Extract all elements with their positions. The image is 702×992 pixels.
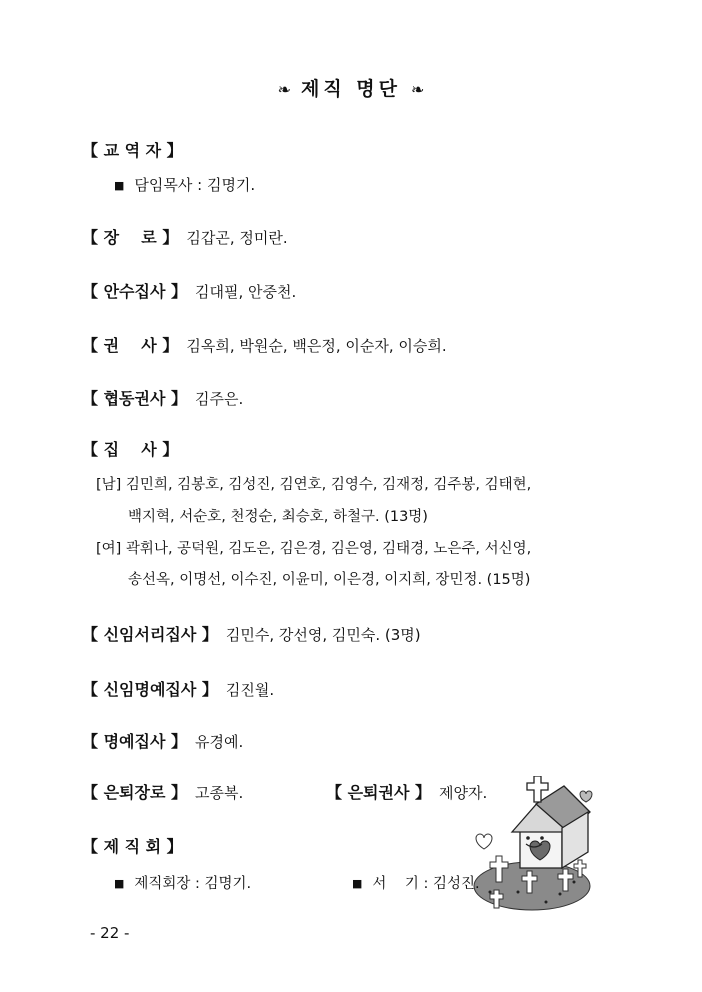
assoc-kwonsa-row [82,386,243,409]
ornament-left-icon: ❧ [277,80,291,99]
assoc-kwonsa-value: 김주은. [194,390,244,408]
deacon-female-line-2: 송선옥, 이명선, 이수진, 이윤미, 이은경, 이지희, 장민정. (15명) [128,572,531,588]
page-number: - 22 - [90,924,130,942]
ordained-deacon-heading: 【 안수집사 】 [82,282,187,301]
retired-elder-row [82,780,243,803]
retired-elder-heading: 【 은퇴장로 】 [82,783,187,802]
honorary-deacon-heading: 【 명예집사 】 [82,732,187,751]
deacon-section [82,437,178,460]
council-secretary-value: 서 기 : 김성진. [372,876,480,892]
elder-row [82,225,288,248]
council-chair-item [114,872,251,893]
kwonsa-row [82,333,447,356]
deacon-female-line-1: [여] 곽휘나, 공덕원, 김도은, 김은경, 김은영, 김태경, 노은주, 서신영, [96,541,532,557]
church-with-crosses-illustration [470,776,600,916]
retired-kwonsa-heading: 【 은퇴권사 】 [326,783,431,802]
new-acting-deacon-value: 김민수, 강선영, 김민숙. (3명) [225,626,421,644]
honorary-deacon-row [82,729,243,752]
pastor-value: 담임목사 : 김명기. [134,176,256,194]
page-title [0,74,702,101]
retired-kwonsa-value: 제양자. [438,784,488,802]
honorary-deacon-value: 유경예. [194,733,244,751]
kwonsa-heading: 【 권 사 】 [82,336,179,355]
pastor-heading: 【 교 역 자 】 [82,141,183,160]
retired-kwonsa-row [326,780,487,803]
pastor-item [114,174,255,195]
assoc-kwonsa-heading: 【 협동권사 】 [82,389,187,408]
council-chair-value: 제직회장 : 김명기. [134,876,252,892]
new-honorary-deacon-heading: 【 신임명예집사 】 [82,680,218,699]
deacon-male-line-2: 백지혁, 서순호, 천정순, 최승호, 하철구. (13명) [128,509,428,525]
bullet-icon: ■ [352,877,363,890]
council-section [82,834,183,857]
bullet-icon: ■ [114,877,125,890]
deacon-heading: 【 집 사 】 [82,440,179,459]
bullet-icon: ■ [114,179,125,192]
elder-value: 김갑곤, 정미란. [186,229,288,247]
council-heading: 【 제 직 회 】 [82,837,183,856]
new-acting-deacon-heading: 【 신임서리집사 】 [82,625,218,644]
pastor-section [82,138,183,161]
new-honorary-deacon-row [82,677,274,700]
ornament-right-icon: ❧ [411,80,425,99]
elder-heading: 【 장 로 】 [82,228,179,247]
new-acting-deacon-row [82,622,421,645]
kwonsa-value: 김옥희, 박원순, 백은정, 이순자, 이승희. [186,337,447,355]
title-text: 제직 명단 [300,78,402,100]
ordained-deacon-row [82,279,296,302]
ordained-deacon-value: 김대필, 안중천. [194,283,297,301]
retired-elder-value: 고종복. [194,784,244,802]
new-honorary-deacon-value: 김진월. [225,681,275,699]
council-secretary-item [352,872,480,893]
deacon-male-line-1: [남] 김민희, 김봉호, 김성진, 김연호, 김영수, 김재정, 김주봉, 김태현, [96,477,532,493]
